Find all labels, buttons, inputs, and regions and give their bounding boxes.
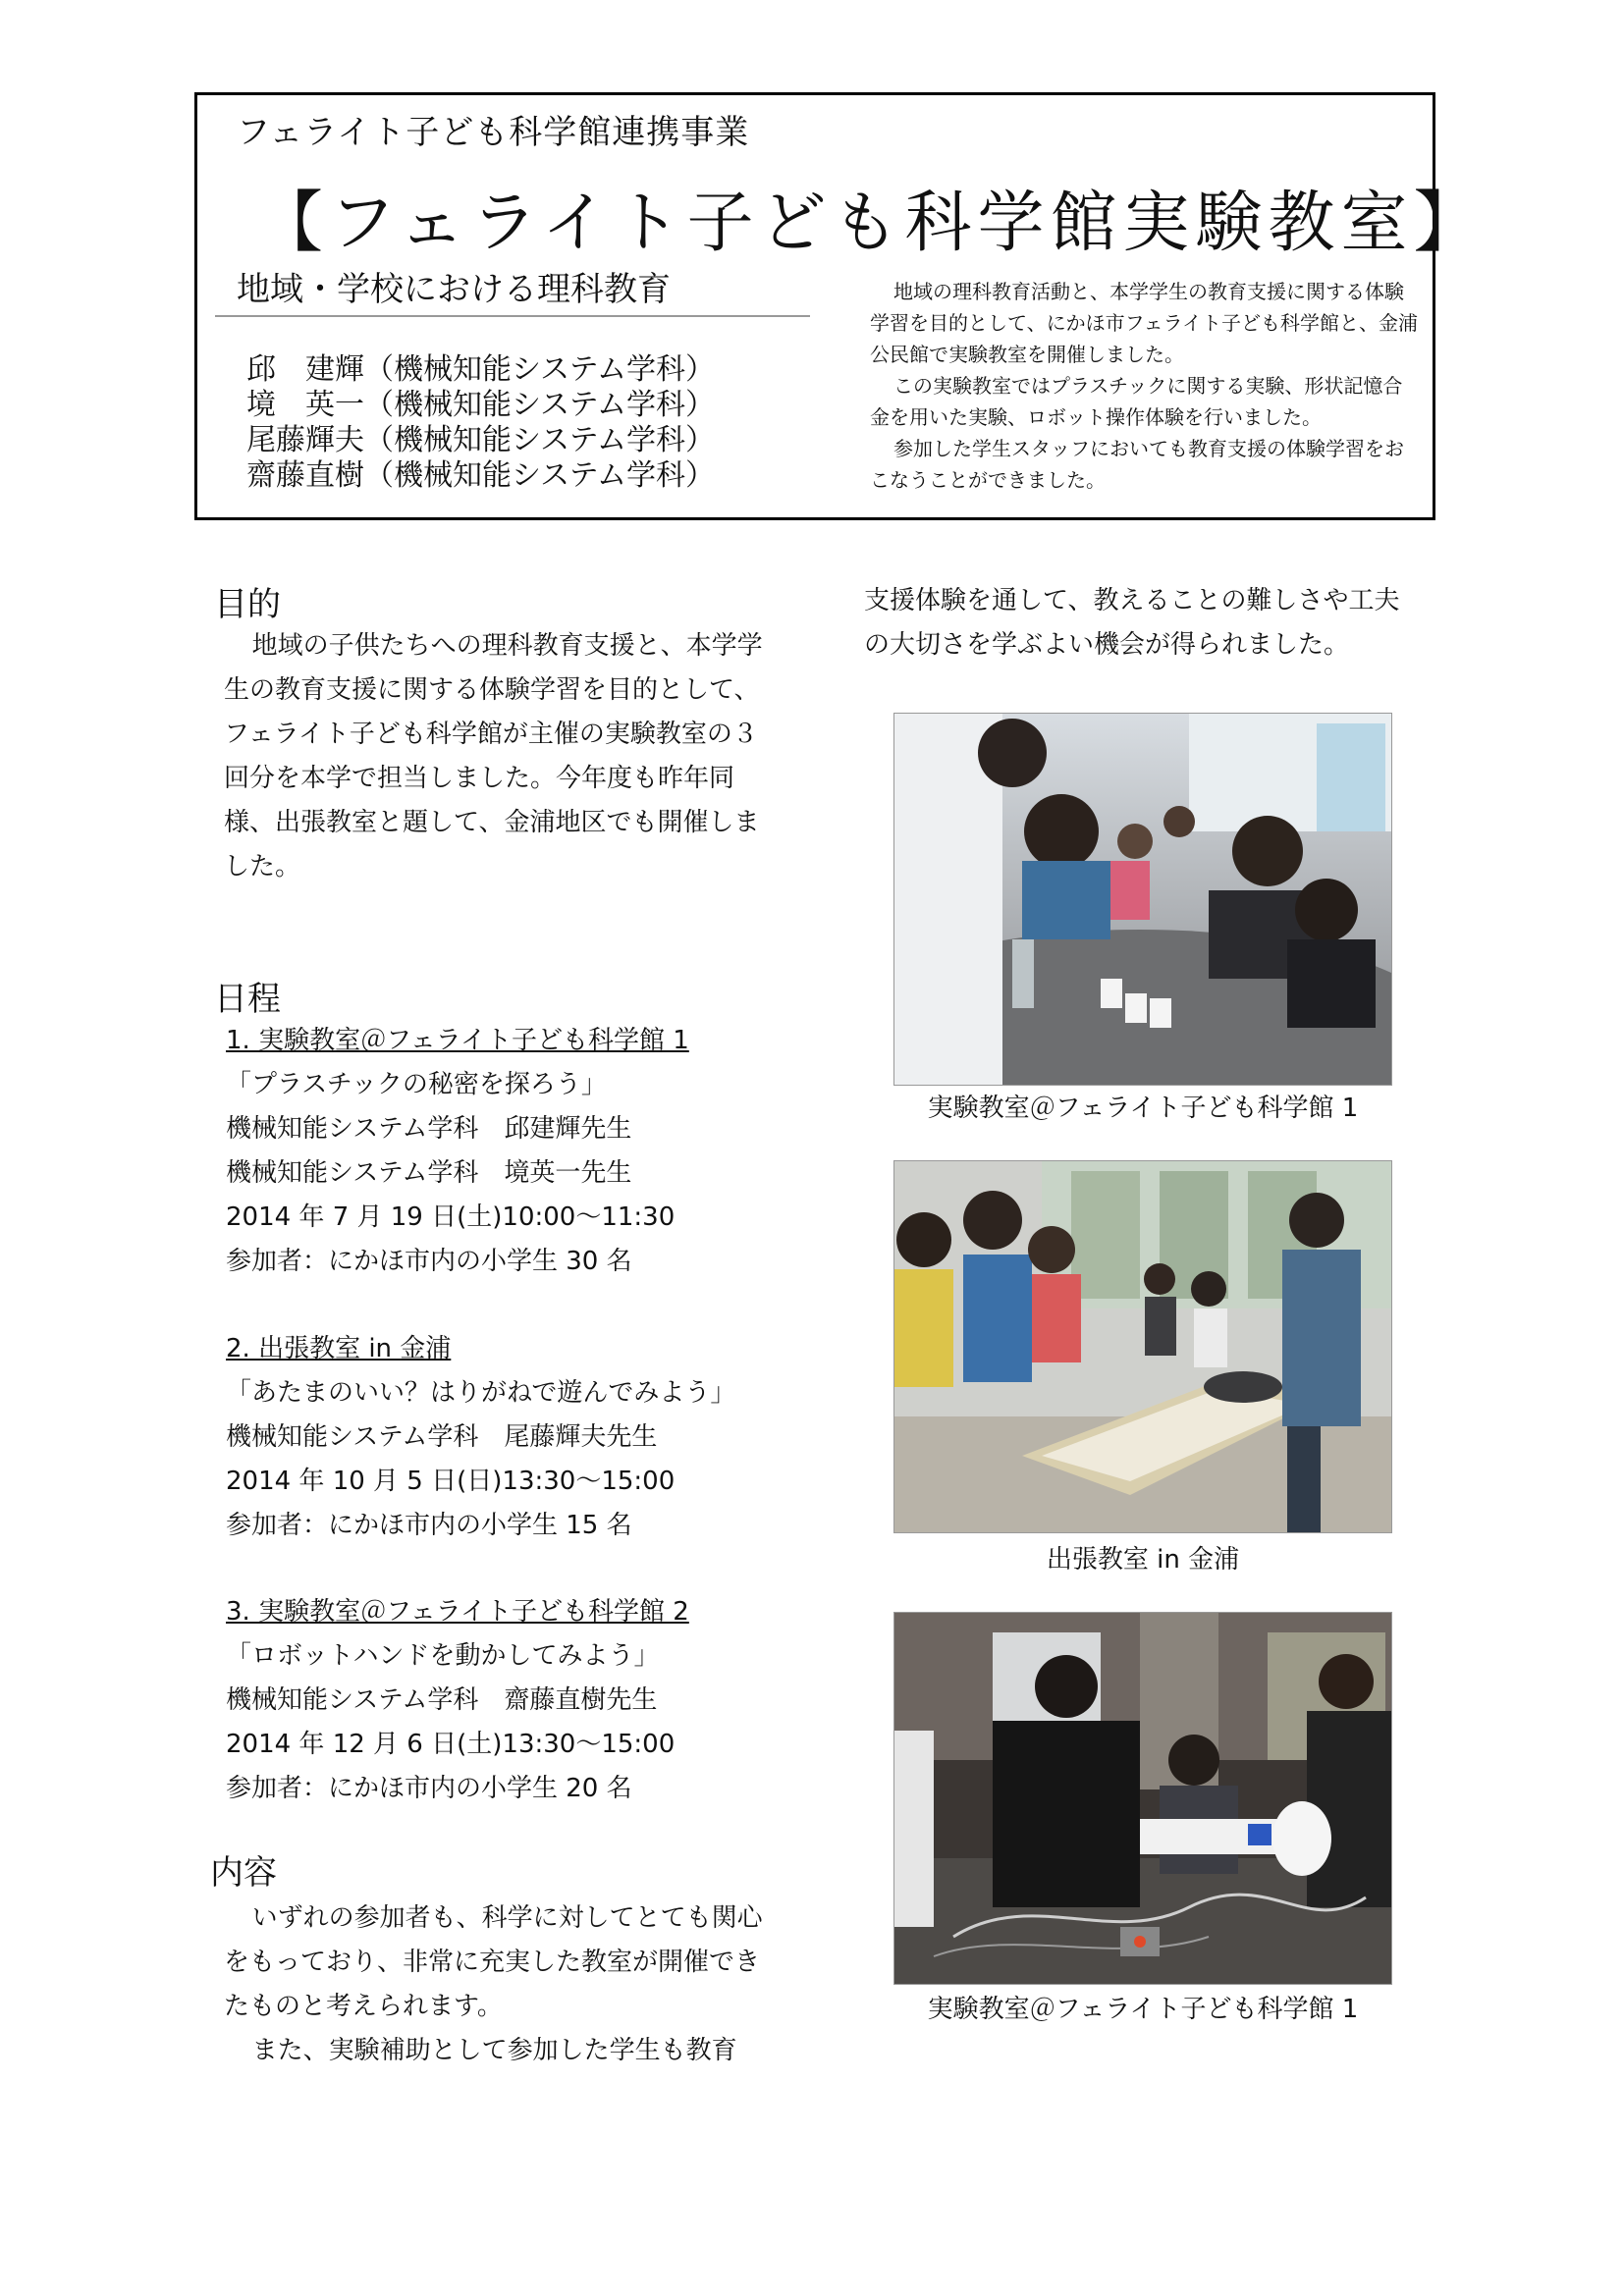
photo-2-image	[894, 1161, 1392, 1533]
schedule-item-participants: 参加者：にかほ市内の小学生 15 名	[226, 1511, 632, 1540]
schedule-item-lecturer: 機械知能システム学科 齋藤直樹先生	[226, 1685, 658, 1715]
schedule-item-date: 2014 年 12 月 6 日(土)13:30〜15:00	[226, 1730, 676, 1759]
series-label: フェライト子ども科学館連携事業	[237, 113, 750, 152]
schedule-item-lecturer: 機械知能システム学科 境英一先生	[226, 1158, 632, 1188]
author-3: 尾藤輝夫（機械知能システム学科）	[246, 423, 715, 457]
schedule-item-theme: 「あたまのいい？はりがねで遊んでみよう」	[226, 1378, 736, 1408]
summary-paragraph-1: 地域の理科教育活動と、本学学生の教育支援に関する体験学習を目的として、にかほ市フェライト子ども科学館と、金浦公民館で実験教室を開催しました。	[870, 280, 1418, 366]
content-paragraph-1: いずれの参加者も、科学に対してとても関心をもっており、非常に充実した教室が開催できたものと考えられます。	[224, 1903, 763, 2021]
photo-caption-3: 実験教室＠フェライト子ども科学館 1	[927, 1995, 1359, 2024]
summary-paragraph-2: この実験教室ではプラスチックに関する実験、形状記憶合金を用いた実験、ロボット操作体験を行いました。	[870, 374, 1403, 429]
photo-caption-1: 実験教室＠フェライト子ども科学館 1	[927, 1094, 1359, 1123]
content-continued	[864, 579, 1424, 667]
author-1: 邱 建輝（機械知能システム学科）	[246, 352, 715, 387]
schedule-heading: 日程	[214, 980, 281, 1019]
schedule-item-title: 3. 実験教室＠フェライト子ども科学館 2	[226, 1597, 689, 1627]
schedule-item-lecturer: 機械知能システム学科 邱建輝先生	[226, 1114, 632, 1144]
schedule-item-2	[226, 1327, 735, 1548]
schedule-item-title: 1. 実験教室＠フェライト子ども科学館 1	[226, 1026, 689, 1055]
subtitle: 地域・学校における理科教育	[237, 270, 671, 309]
schedule-item-participants: 参加者：にかほ市内の小学生 30 名	[226, 1247, 632, 1276]
purpose-heading: 目的	[214, 585, 281, 624]
schedule-item-lecturer: 機械知能システム学科 尾藤輝夫先生	[226, 1422, 658, 1452]
subtitle-divider	[215, 315, 810, 317]
photo-1-image	[894, 714, 1392, 1086]
photo-outreach-classroom	[893, 1160, 1392, 1533]
author-2: 境 英一（機械知能システム学科）	[246, 388, 715, 422]
schedule-item-theme: 「ロボットハンドを動かしてみよう」	[226, 1641, 660, 1671]
schedule-item-date: 2014 年 10 月 5 日(日)13:30〜15:00	[226, 1467, 676, 1496]
content-text	[224, 1896, 778, 2073]
schedule-item-1	[226, 1019, 689, 1284]
photo-experiment-classroom-1	[893, 713, 1392, 1086]
photo-robot-hand	[893, 1612, 1392, 1985]
schedule-item-date: 2014 年 7 月 19 日(土)10:00〜11:30	[226, 1202, 676, 1232]
summary-paragraph-3: 参加した学生スタッフにおいても教育支援の体験学習をおこなうことができました。	[870, 437, 1404, 492]
author-4: 齋藤直樹（機械知能システム学科）	[246, 458, 715, 493]
page-title: 【フェライト子ども科学館実験教室】	[256, 185, 1487, 262]
purpose-paragraph: 地域の子供たちへの理科教育支援と、本学学生の教育支援に関する体験学習を目的として、フェライト子ども科学館が主催の実験教室の３回分を本学で担当しました。今年度も昨年同様、出張教室と題して、金浦地区でも開催しました。	[224, 631, 763, 881]
photo-caption-2: 出張教室 in 金浦	[1046, 1545, 1240, 1575]
content-paragraph-2: また、実験補助として参加した学生も教育	[251, 2036, 737, 2065]
content-heading: 内容	[210, 1853, 277, 1893]
purpose-text	[224, 624, 778, 889]
schedule-item-theme: 「プラスチックの秘密を探ろう」	[226, 1070, 607, 1099]
summary	[870, 276, 1420, 496]
author-list	[246, 352, 715, 494]
content-continued-paragraph: 支援体験を通して、教えることの難しさや工夫の大切さを学ぶよい機会が得られました。	[864, 586, 1400, 660]
photo-3-image	[894, 1613, 1392, 1985]
schedule-item-title: 2. 出張教室 in 金浦	[226, 1334, 452, 1363]
schedule-item-3	[226, 1590, 689, 1811]
header-box	[194, 92, 1487, 520]
schedule-item-participants: 参加者：にかほ市内の小学生 20 名	[226, 1774, 632, 1803]
